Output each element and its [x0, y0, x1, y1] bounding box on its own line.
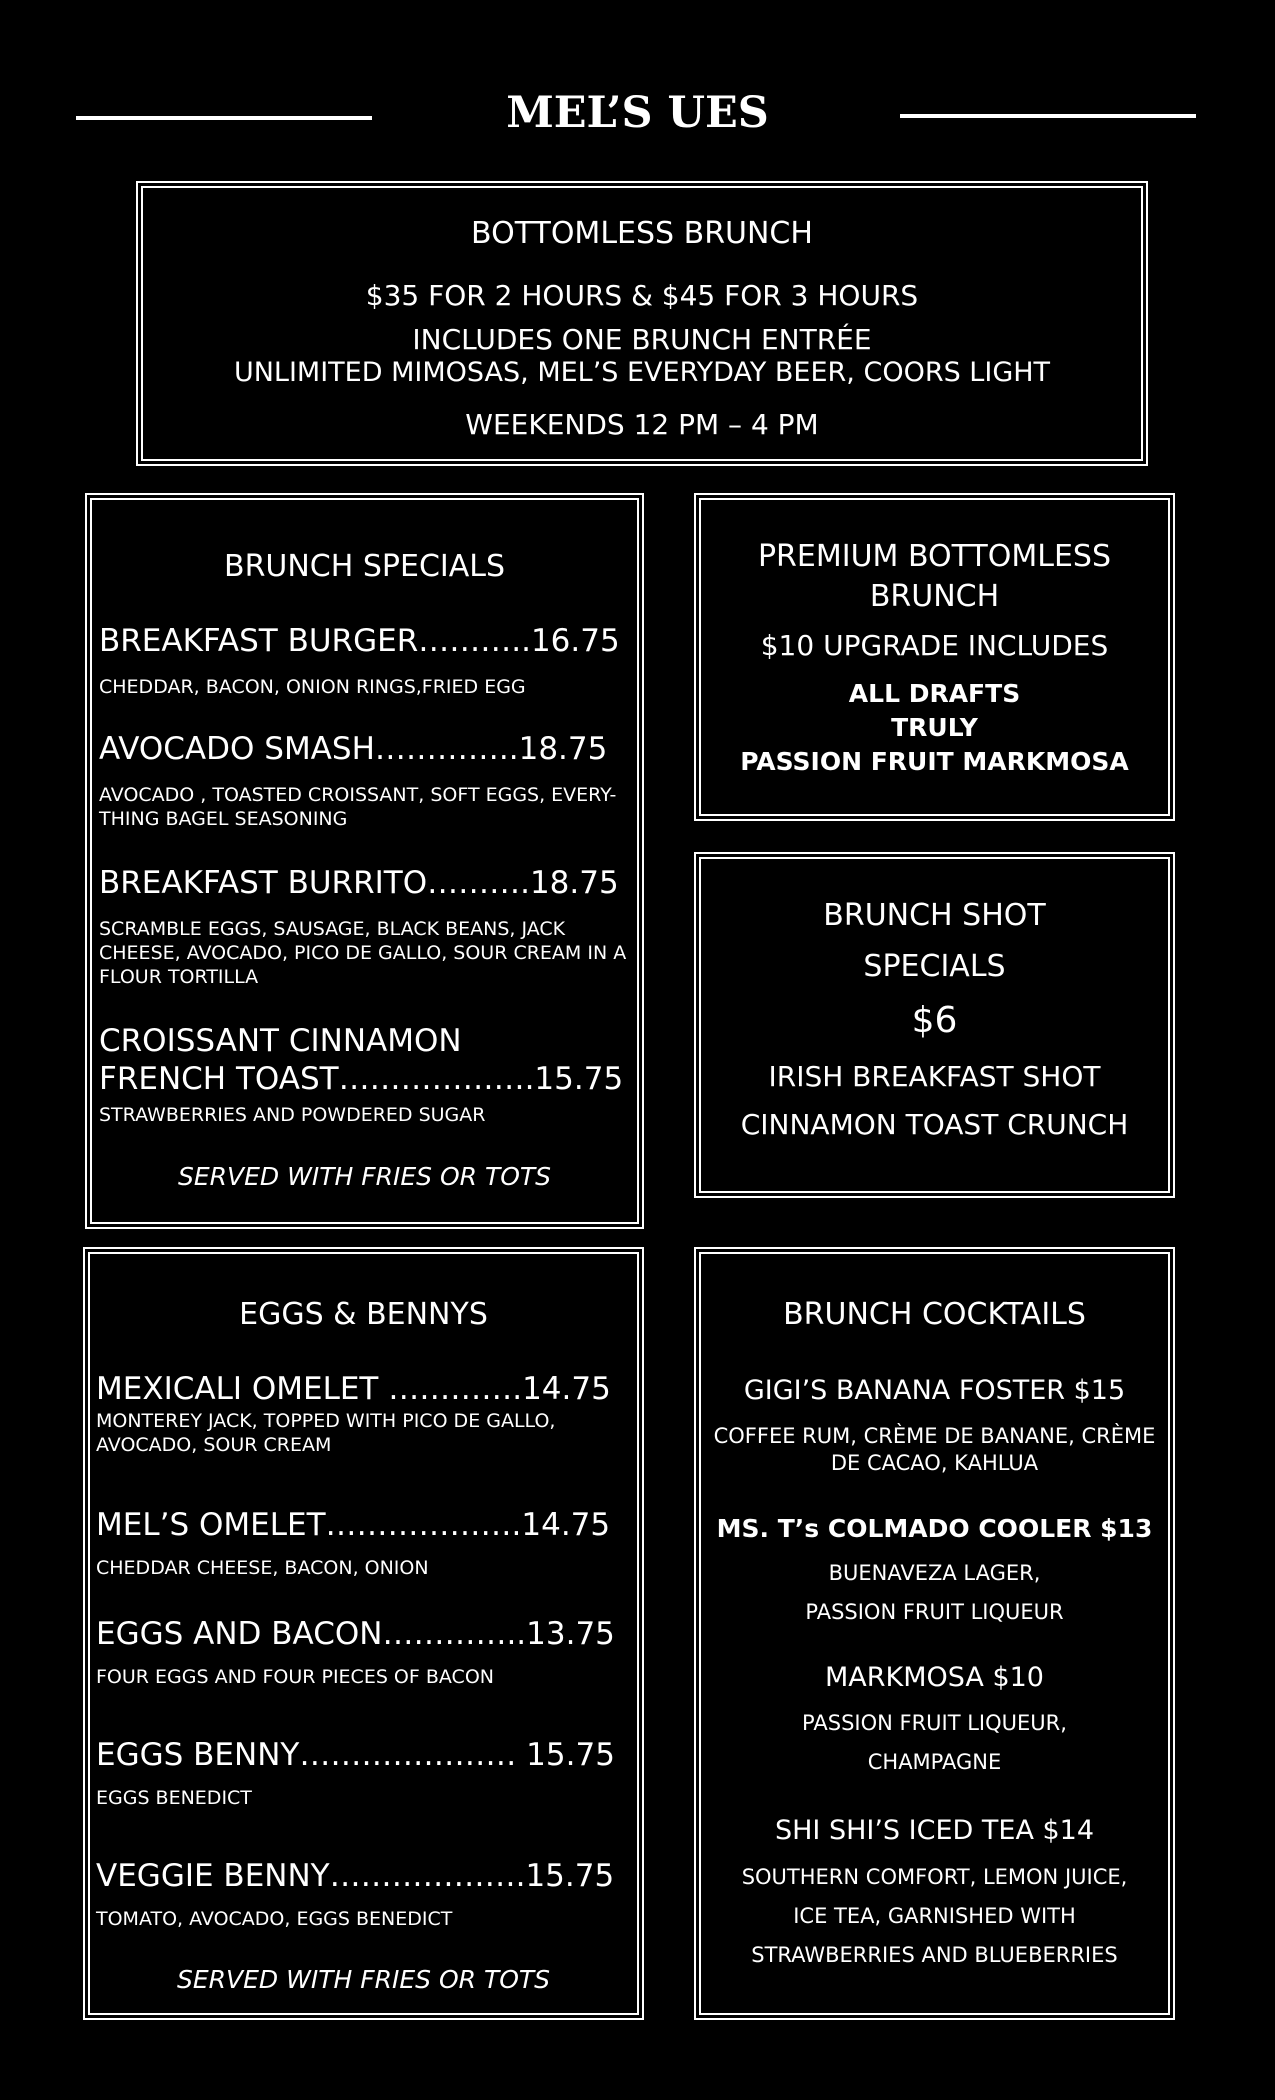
menu-item-desc: EGGS BENEDICT	[96, 1787, 252, 1809]
cocktail-desc: PASSION FRUIT LIQUEUR,	[802, 1711, 1067, 1735]
premium-upgrade: $10 UPGRADE INCLUDES	[760, 629, 1109, 662]
bottomless-includes: INCLUDES ONE BRUNCH ENTRÉE	[412, 323, 872, 356]
premium-heading: PREMIUM BOTTOMLESS	[757, 539, 1112, 574]
shots-line: IRISH BREAKFAST SHOT	[768, 1060, 1101, 1093]
menu-item-name: EGGS AND BACON…………..13.75	[96, 1616, 615, 1652]
cocktail-desc: SOUTHERN COMFORT, LEMON JUICE,	[741, 1865, 1128, 1889]
menu-item-name: MEL’S OMELET……………….14.75	[96, 1507, 611, 1543]
shots-heading-cont: SPECIALS	[863, 949, 1006, 984]
shots-heading: BRUNCH SHOT	[823, 898, 1046, 933]
cocktail-desc: CHAMPAGNE	[867, 1750, 1002, 1774]
cocktail-desc: BUENAVEZA LAGER,	[828, 1561, 1041, 1585]
menu-item-desc: AVOCADO , TOASTED CROISSANT, SOFT EGGS, EVERY-THING BAGEL SEASONING	[99, 784, 617, 830]
bottomless-brunch-box	[136, 181, 1148, 466]
menu-item-name: BREAKFAST BURRITO……….18.75	[99, 865, 619, 901]
cocktail-name: SHI SHI’S ICED TEA $14	[774, 1815, 1095, 1846]
menu-item-desc: CHEDDAR, BACON, ONION RINGS,FRIED EGG	[99, 676, 526, 698]
bottomless-price: $35 FOR 2 HOURS & $45 FOR 3 HOURS	[365, 279, 919, 312]
menu-item-name-cont: FRENCH TOAST……………….15.75	[99, 1061, 624, 1097]
bottomless-heading: BOTTOMLESS BRUNCH	[471, 216, 813, 251]
bottomless-hours: WEEKENDS 12 PM – 4 PM	[465, 408, 819, 441]
premium-line: ALL DRAFTS	[848, 679, 1021, 708]
menu-item-desc: SCRAMBLE EGGS, SAUSAGE, BLACK BEANS, JACK CHEESE, AVOCADO, PICO DE GALLO, SOUR CREAM IN A FLOUR TORTILLA	[99, 918, 627, 988]
cocktail-desc: ICE TEA, GARNISHED WITH	[793, 1904, 1076, 1928]
brunch-cocktails-box	[694, 1247, 1175, 2020]
cocktail-name: MS. T’s COLMADO COOLER $13	[716, 1514, 1153, 1543]
shots-line: CINNAMON TOAST CRUNCH	[740, 1108, 1129, 1141]
menu-item-desc: MONTEREY JACK, TOPPED WITH PICO DE GALLO, AVOCADO, SOUR CREAM	[96, 1410, 556, 1456]
cocktail-desc: COFFEE RUM, CRÈME DE BANANE, CRÈME	[713, 1424, 1156, 1448]
premium-bottomless-box	[694, 493, 1175, 821]
menu-item-desc: CHEDDAR CHEESE, BACON, ONION	[96, 1557, 429, 1579]
cocktail-desc: PASSION FRUIT LIQUEUR	[805, 1600, 1064, 1624]
menu-item-name: EGGS BENNY………………… 15.75	[96, 1737, 615, 1773]
cocktail-name: GIGI’S BANANA FOSTER $15	[743, 1375, 1126, 1406]
menu-item-desc: TOMATO, AVOCADO, EGGS BENEDICT	[96, 1908, 453, 1930]
menu-item-name: CROISSANT CINNAMON	[99, 1023, 462, 1059]
cocktail-name: MARKMOSA $10	[824, 1662, 1044, 1693]
menu-item-desc: STRAWBERRIES AND POWDERED SUGAR	[99, 1104, 486, 1126]
brunch-specials-box	[85, 493, 644, 1229]
menu-item-name: AVOCADO SMASH…………..18.75	[99, 731, 608, 767]
premium-line: PASSION FRUIT MARKMOSA	[740, 747, 1129, 776]
specials-footer: SERVED WITH FRIES OR TOTS	[177, 1162, 552, 1191]
menu-item-name: VEGGIE BENNY……………….15.75	[96, 1858, 615, 1894]
shot-specials-box	[694, 852, 1175, 1198]
menu-item-name: BREAKFAST BURGER………..16.75	[99, 623, 620, 659]
menu-item-name: MEXICALI OMELET ………….14.75	[96, 1371, 611, 1407]
eggs-footer: SERVED WITH FRIES OR TOTS	[176, 1965, 551, 1994]
shots-price: $6	[911, 1000, 958, 1041]
cocktails-heading: BRUNCH COCKTAILS	[783, 1297, 1086, 1332]
premium-heading-cont: BRUNCH	[869, 579, 1000, 614]
eggs-bennys-box	[83, 1247, 644, 2020]
premium-line: TRULY	[891, 713, 978, 742]
brunch-specials-heading: BRUNCH SPECIALS	[223, 549, 506, 584]
eggs-heading: EGGS & BENNYS	[239, 1297, 488, 1332]
cocktail-desc: STRAWBERRIES AND BLUEBERRIES	[751, 1943, 1118, 1967]
cocktail-desc: DE CACAO, KAHLUA	[830, 1451, 1039, 1475]
page-title: MEL’S UES	[506, 88, 769, 138]
menu-item-desc: FOUR EGGS AND FOUR PIECES OF BACON	[96, 1666, 494, 1688]
bottomless-drinks: UNLIMITED MIMOSAS, MEL’S EVERYDAY BEER, COORS LIGHT	[233, 357, 1051, 388]
